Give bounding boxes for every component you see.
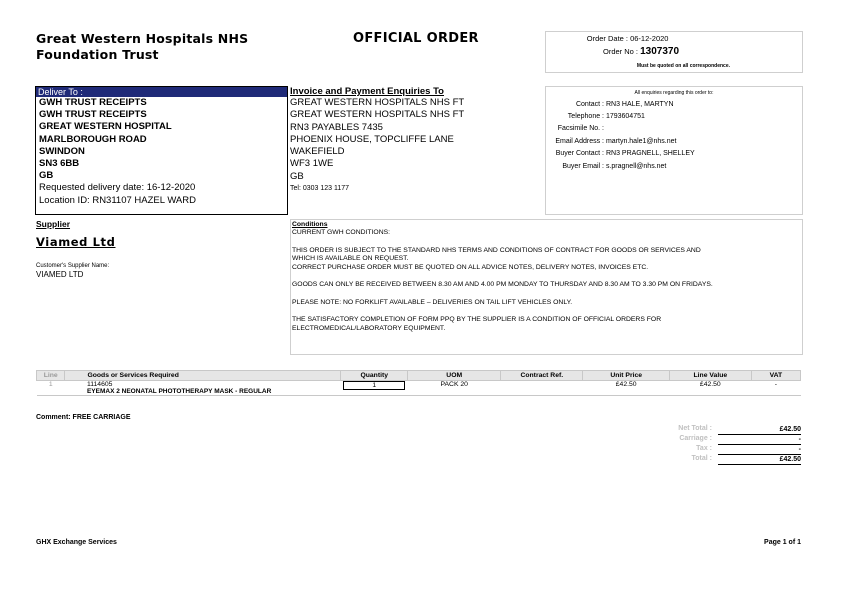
col-uom: UOM: [408, 371, 501, 381]
deliver-address: [36, 97, 287, 207]
customer-supplier-name-label: Customer's Supplier Name:: [36, 263, 110, 269]
deliver-to-box: [35, 86, 288, 215]
table-row: [37, 381, 801, 396]
location-id: Location ID: RN31107 HAZEL WARD: [39, 194, 196, 206]
email-row: [546, 138, 677, 145]
contract-ref-cell: [501, 381, 583, 396]
unit-price-cell: £42.50: [583, 381, 670, 396]
telephone-value: 1793604751: [605, 113, 645, 120]
contact-note: All enquiries regarding this order to:: [634, 90, 714, 96]
condition-spacer: [292, 272, 802, 281]
deliver-line: GREAT WESTERN HOSPITAL: [39, 121, 172, 133]
invoice-line: GB: [290, 170, 304, 182]
col-line: Line: [37, 371, 65, 381]
net-total-row: [660, 425, 801, 435]
net-total-value: £42.50: [718, 425, 801, 435]
col-unit-price: Unit Price: [583, 371, 670, 381]
carriage-row: [660, 435, 801, 445]
trust-name: [36, 31, 296, 63]
col-quantity: Quantity: [341, 371, 408, 381]
email-label: Email Address :: [555, 138, 604, 145]
email-value: martyn.hale1@nhs.net: [605, 138, 677, 145]
deliver-line: GWH TRUST RECEIPTS: [39, 109, 147, 121]
buyer-contact-row: [546, 150, 695, 157]
net-total-label: Net Total :: [678, 425, 712, 432]
deliver-line: GB: [39, 170, 54, 182]
contact-value: RN3 HALE, MARTYN: [605, 101, 674, 108]
tax-row: [660, 445, 801, 455]
invoice-box: [290, 86, 545, 213]
col-contract-ref: Contract Ref.: [501, 371, 583, 381]
deliver-line: GWH TRUST RECEIPTS: [39, 97, 147, 108]
goods-cell: [65, 381, 341, 396]
order-date-value: 06-12-2020: [630, 34, 669, 43]
deliver-line: MARLBOROUGH ROAD: [39, 133, 147, 145]
condition-line: CURRENT GWH CONDITIONS:: [292, 229, 391, 236]
deliver-to-heading: Deliver To :: [36, 87, 287, 97]
page-number: Page 1 of 1: [764, 539, 801, 546]
order-date-row: [546, 34, 668, 43]
table-header-row: [37, 371, 801, 381]
trust-name-line-2: Foundation Trust: [36, 47, 159, 62]
buyer-email-row: [546, 163, 666, 170]
order-note: Must be quoted on all correspondence.: [636, 63, 730, 69]
condition-line: THE SATISFACTORY COMPLETION OF FORM PPQ BY THE SUPPLIER IS A CONDITION OF OFFICIAL ORDERS FOR: [292, 316, 662, 323]
footer-service-name: GHX Exchange Services: [36, 539, 117, 546]
buyer-contact-value: RN3 PRAGNELL, SHELLEY: [605, 150, 695, 157]
invoice-address: [290, 97, 545, 183]
carriage-label: Carriage :: [679, 435, 712, 442]
condition-line: PLEASE NOTE: NO FORKLIFT AVAILABLE – DELIVERIES ON TAIL LIFT VEHICLES ONLY.: [292, 298, 573, 306]
col-line-value: Line Value: [669, 371, 751, 381]
quantity-value: 1: [343, 381, 405, 390]
order-info-box: [545, 31, 803, 73]
condition-spacer: [292, 238, 802, 247]
condition-line: CORRECT PURCHASE ORDER MUST BE QUOTED ON ALL ADVICE NOTES, DELIVERY NOTES, INVOICES ETC.: [292, 263, 649, 271]
conditions-title: Conditions: [292, 221, 328, 228]
condition-spacer: [292, 290, 802, 299]
tax-label: Tax :: [696, 445, 712, 452]
invoice-line: GREAT WESTERN HOSPITALS NHS FT: [290, 97, 465, 108]
deliver-line: SWINDON: [39, 145, 85, 157]
totals-block: [660, 425, 801, 465]
order-comment: Comment: FREE CARRIAGE: [36, 414, 131, 421]
contact-box: [545, 86, 803, 215]
condition-spacer: [292, 307, 802, 316]
grand-total-row: [660, 455, 801, 465]
customer-supplier-name-value: VIAMED LTD: [36, 270, 84, 279]
vat-cell: -: [751, 381, 800, 396]
trust-name-line-1: Great Western Hospitals NHS: [36, 31, 249, 46]
quantity-cell: [341, 381, 408, 396]
item-code: 1114605: [86, 381, 113, 388]
requested-delivery-date: Requested delivery date: 16-12-2020: [39, 182, 196, 194]
condition-line: ELECTROMEDICAL/LABORATORY EQUIPMENT.: [292, 324, 446, 332]
invoice-line: WAKEFIELD: [290, 146, 345, 158]
order-number-value: 1307370: [640, 46, 680, 57]
item-description: EYEMAX 2 NEONATAL PHOTOTHERAPY MASK - REGULAR: [86, 388, 272, 395]
conditions-text: [291, 229, 802, 333]
buyer-email-value: s.pragnell@nhs.net: [605, 163, 667, 170]
condition-line: WHICH IS AVAILABLE ON REQUEST.: [292, 255, 409, 262]
order-number-row: [546, 46, 679, 57]
tax-value: -: [718, 445, 801, 455]
contact-row: [546, 101, 674, 108]
facsimile-row: [546, 125, 604, 132]
buyer-email-label: Buyer Email :: [562, 163, 604, 170]
condition-line: THIS ORDER IS SUBJECT TO THE STANDARD NHS TERMS AND CONDITIONS OF CONTRACT FOR GOODS OR SERVICES AND: [292, 246, 701, 254]
invoice-line: GREAT WESTERN HOSPITALS NHS FT: [290, 109, 465, 121]
invoice-line: RN3 PAYABLES 7435: [290, 121, 383, 133]
supplier-label: Supplier: [36, 219, 71, 229]
facsimile-label: Facsimile No. :: [557, 125, 604, 132]
telephone-label: Telephone :: [567, 113, 604, 120]
invoice-line: PHOENIX HOUSE, TOPCLIFFE LANE: [290, 133, 454, 145]
supplier-name: Viamed Ltd: [36, 235, 116, 249]
conditions-box: [290, 219, 803, 355]
grand-total-label: Total :: [691, 455, 712, 462]
col-vat: VAT: [751, 371, 800, 381]
condition-line: GOODS CAN ONLY BE RECEIVED BETWEEN 8.30 AM AND 4.00 PM MONDAY TO THURSDAY AND 8.30 AM TO 3.30 PM ON FRIDAYS.: [292, 281, 713, 288]
order-date-label: Order Date :: [586, 34, 628, 43]
col-goods: Goods or Services Required: [65, 371, 341, 381]
telephone-row: [546, 113, 645, 120]
carriage-value: -: [718, 435, 801, 445]
invoice-line: WF3 1WE: [290, 158, 334, 170]
invoice-heading: Invoice and Payment Enquiries To: [290, 86, 444, 97]
order-lines-table: [36, 370, 801, 396]
invoice-telephone: Tel: 0303 123 1177: [290, 185, 350, 193]
line-number: 1: [37, 381, 65, 396]
deliver-line: SN3 6BB: [39, 158, 80, 170]
uom-cell: PACK 20: [408, 381, 501, 396]
contact-label: Contact :: [575, 101, 604, 108]
line-value-cell: £42.50: [669, 381, 751, 396]
grand-total-value: £42.50: [718, 455, 801, 465]
document-title: OFFICIAL ORDER: [353, 31, 479, 46]
order-number-label: Order No :: [602, 47, 638, 56]
buyer-contact-label: Buyer Contact :: [555, 150, 604, 157]
